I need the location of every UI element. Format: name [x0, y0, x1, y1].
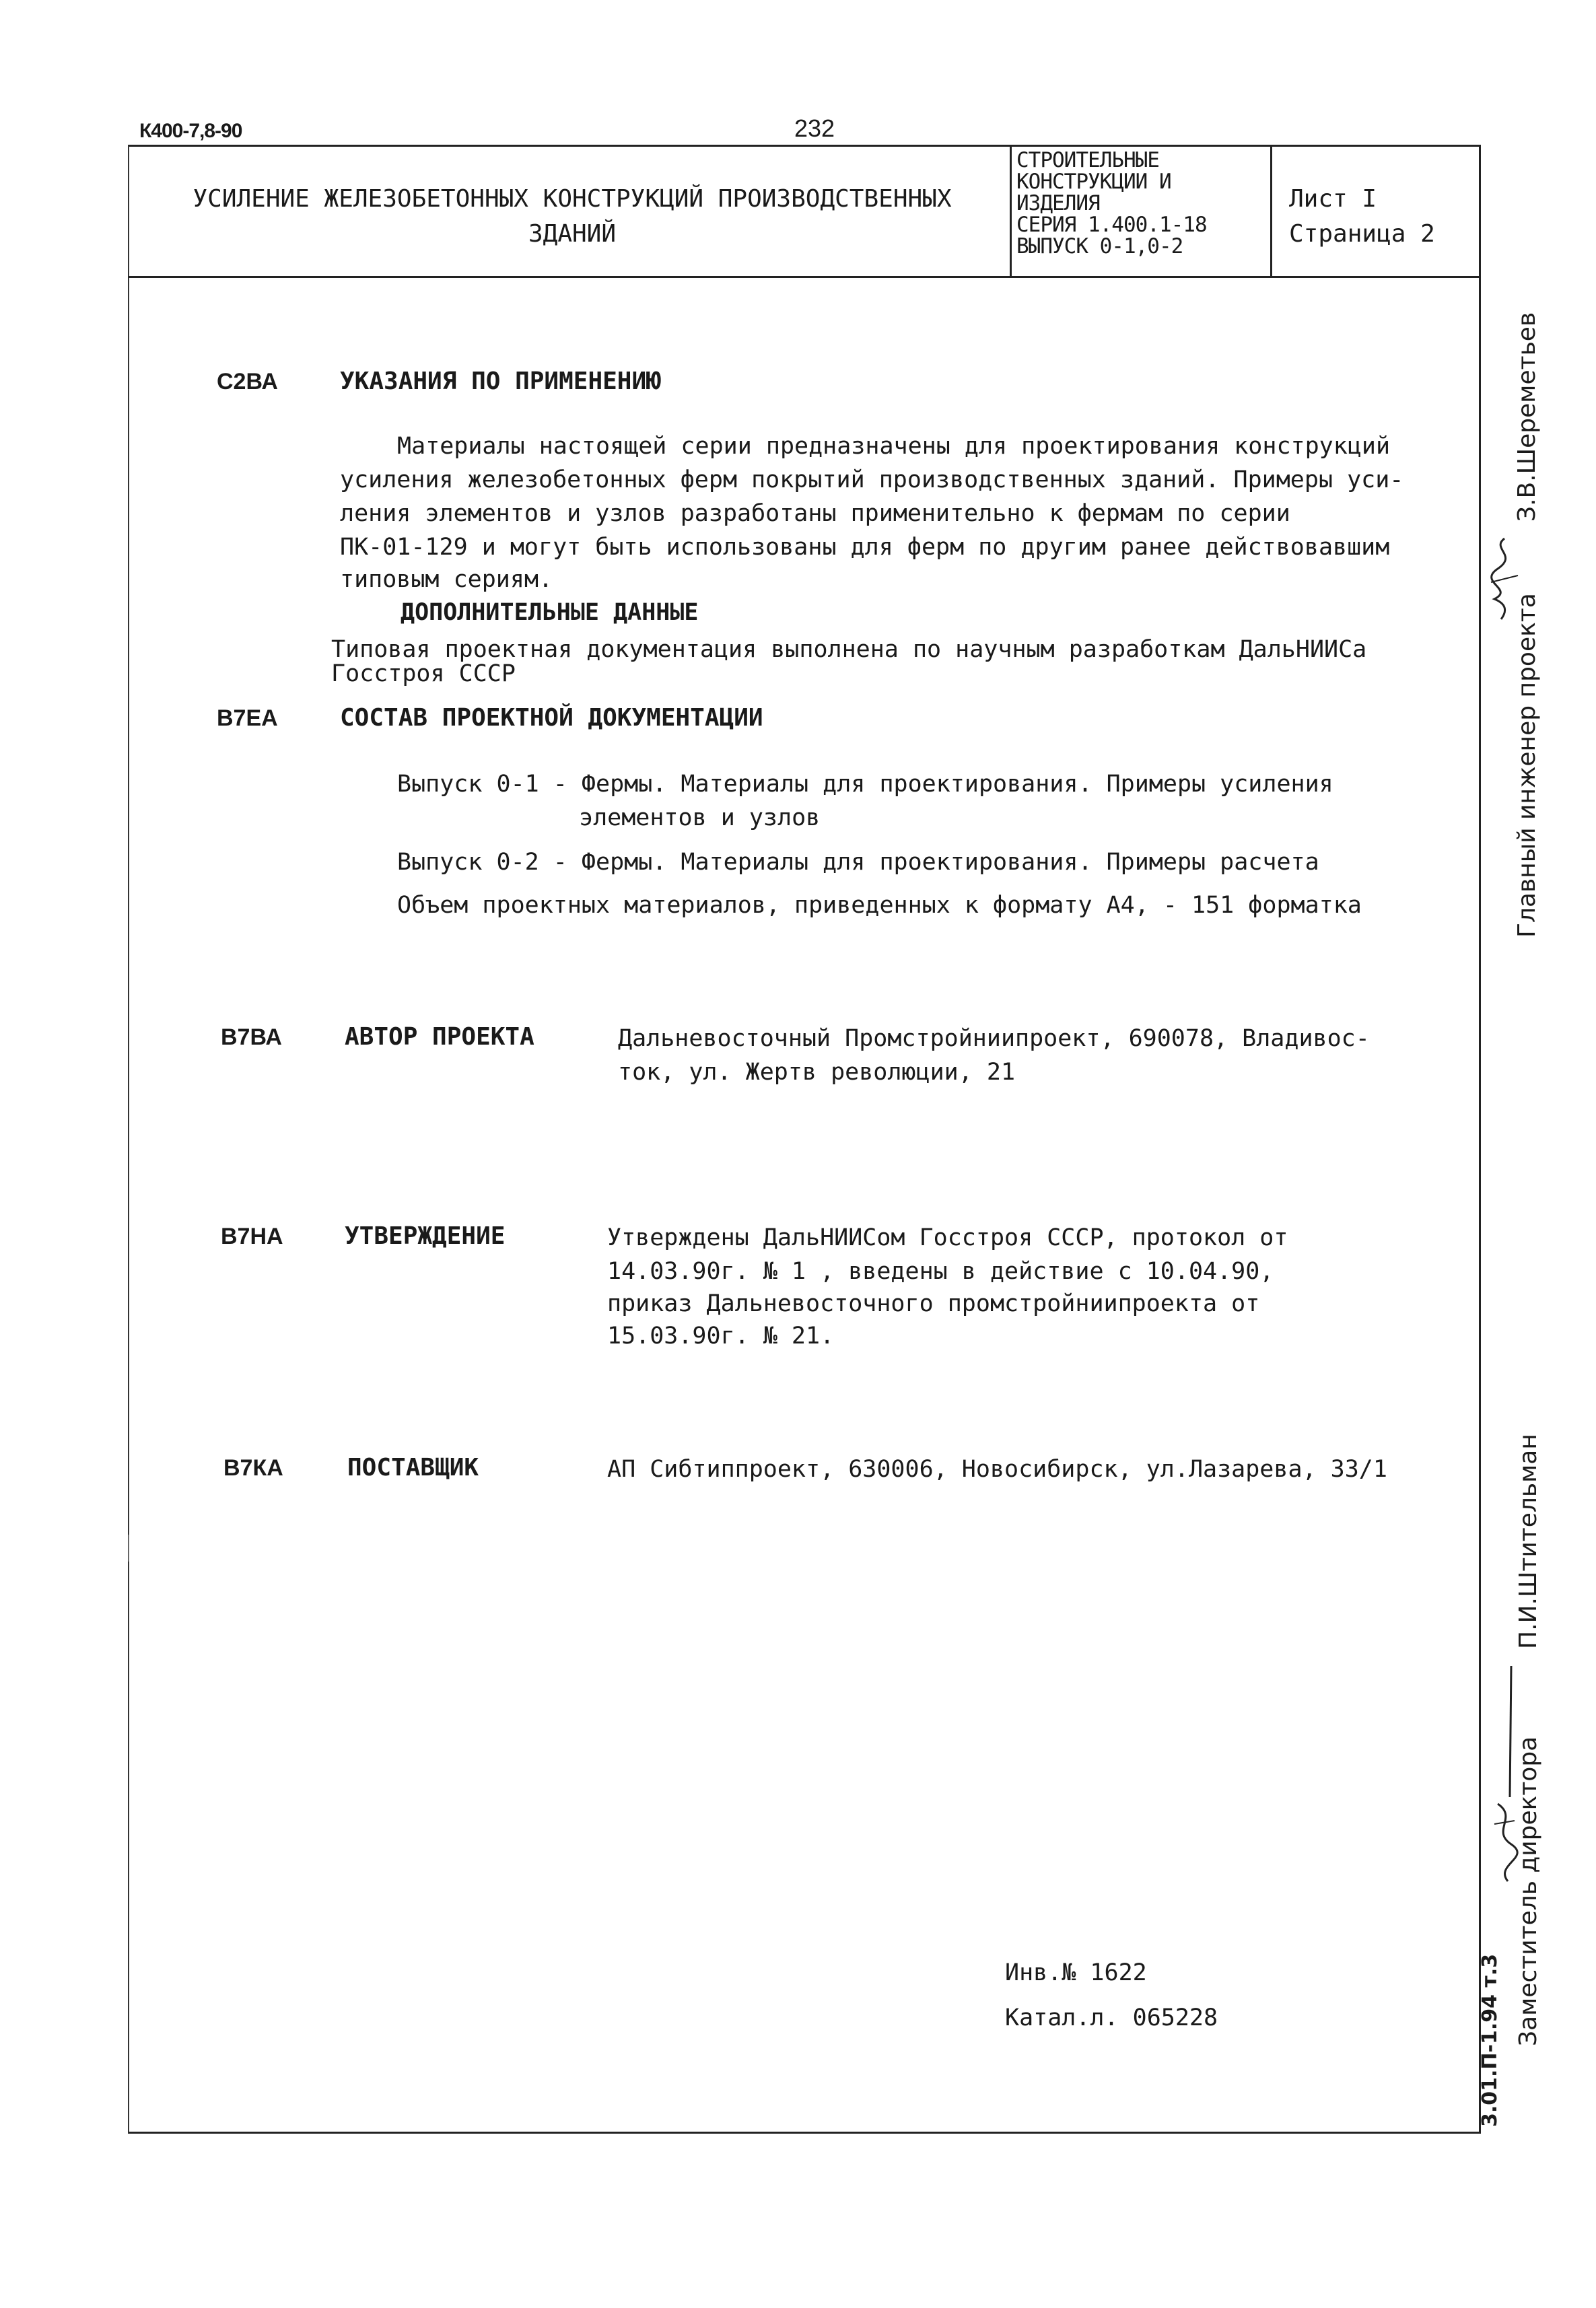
usage-para-line-4: ПК-01-129 и могут быть использованы для ферм по другим ранее действовавшим	[340, 534, 1390, 561]
series-line-5: ВЫПУСК 0-1,0-2	[1016, 234, 1183, 258]
approval-line-1: Утверждены ДальНИИСом Госстроя СССР, протокол от	[607, 1224, 1288, 1251]
sheet-label: Лист I	[1289, 185, 1377, 213]
margin-tick	[128, 1535, 129, 1562]
approval-code: В7НА	[221, 1224, 283, 1249]
usage-para-line-5: типовым сериям.	[340, 566, 553, 593]
issue-1-line-1: Выпуск 0-1 - Фермы. Материалы для проектирования. Примеры усиления	[397, 771, 1333, 798]
document-title	[155, 182, 990, 252]
issue-1-line-2: элементов и узлов	[579, 804, 821, 831]
series-line-1: СТРОИТЕЛЬНЫЕ	[1016, 148, 1159, 172]
doc-code: К400-7,8-90	[139, 120, 242, 142]
header-divider-vertical-2	[1270, 145, 1272, 276]
series-line-3: ИЗДЕЛИЯ	[1016, 191, 1100, 215]
composition-code: В7ЕА	[217, 705, 278, 731]
usage-para-line-3: ления элементов и узлов разработаны применительно к фермам по серии	[340, 500, 1290, 527]
page-number: 232	[794, 114, 835, 142]
approval-line-4: 15.03.90г. № 21.	[607, 1323, 835, 1350]
extra-data-line-2: Госстроя СССР	[331, 660, 516, 687]
page-label: Страница 2	[1289, 220, 1435, 248]
sheet-block	[1289, 182, 1435, 252]
header-divider	[128, 276, 1481, 278]
extra-data-line-1: Типовая проектная документация выполнена по научным разработкам ДальНИИСа	[331, 636, 1367, 663]
usage-code: С2ВА	[217, 369, 278, 394]
supplier-heading: ПОСТАВЩИК	[347, 1454, 479, 1481]
extra-data-heading: ДОПОЛНИТЕЛЬНЫЕ ДАННЫЕ	[401, 599, 699, 626]
chief-engineer-label: Главный инженер проекта	[1513, 593, 1541, 938]
chief-engineer-signature	[1484, 535, 1525, 623]
deputy-director-name: П.И.Штительман	[1515, 1434, 1542, 1649]
supplier-line-1: АП Сибтиппроект, 630006, Новосибирск, ул.Лазарева, 33/1	[607, 1456, 1387, 1483]
usage-para-line-1: Материалы настоящей серии предназначены для проектирования конструкций	[397, 433, 1391, 460]
inventory-number: Инв.№ 1622	[1005, 1959, 1147, 1986]
header-divider-vertical-1	[1010, 145, 1012, 276]
approval-heading: УТВЕРЖДЕНИЕ	[345, 1222, 506, 1250]
author-heading: АВТОР ПРОЕКТА	[345, 1023, 534, 1051]
usage-heading: УКАЗАНИЯ ПО ПРИМЕНЕНИЮ	[340, 368, 661, 395]
deputy-director-label: Заместитель директора	[1515, 1736, 1542, 2046]
approval-line-3: приказ Дальневосточного промстройниипроекта от	[607, 1290, 1260, 1317]
author-line-2: ток, ул. Жертв революции, 21	[618, 1059, 1016, 1086]
author-code: В7ВА	[221, 1024, 282, 1050]
volume-line: Объем проектных материалов, приведенных к формату А4, - 151 форматка	[397, 892, 1362, 919]
supplier-code: В7КА	[223, 1455, 283, 1481]
author-line-1: Дальневосточный Промстройниипроект, 690078, Владивос-	[618, 1025, 1370, 1052]
stamp-code: 3.01.П-1.94 т.3	[1478, 1953, 1502, 2127]
usage-para-line-2: усиления железобетонных ферм покрытий производственных зданий. Примеры уси-	[340, 466, 1404, 493]
deputy-director-signature	[1484, 1663, 1525, 1885]
catalog-number: Катал.л. 065228	[1005, 2004, 1218, 2031]
composition-heading: СОСТАВ ПРОЕКТНОЙ ДОКУМЕНТАЦИИ	[340, 704, 763, 732]
series-line-2: КОНСТРУКЦИИ И	[1016, 170, 1171, 194]
title-line-2: ЗДАНИЙ	[528, 220, 617, 248]
series-line-4: СЕРИЯ 1.400.1-18	[1016, 213, 1207, 237]
title-line-1: УСИЛЕНИЕ ЖЕЛЕЗОБЕТОННЫХ КОНСТРУКЦИЙ ПРОИЗВОДСТВЕННЫХ	[193, 185, 952, 213]
chief-engineer-name: З.В.Шереметьев	[1513, 312, 1541, 522]
series-block	[1016, 149, 1207, 257]
approval-line-2: 14.03.90г. № 1 , введены в действие с 10.04.90,	[607, 1258, 1274, 1285]
issue-2: Выпуск 0-2 - Фермы. Материалы для проектирования. Примеры расчета	[397, 849, 1319, 876]
